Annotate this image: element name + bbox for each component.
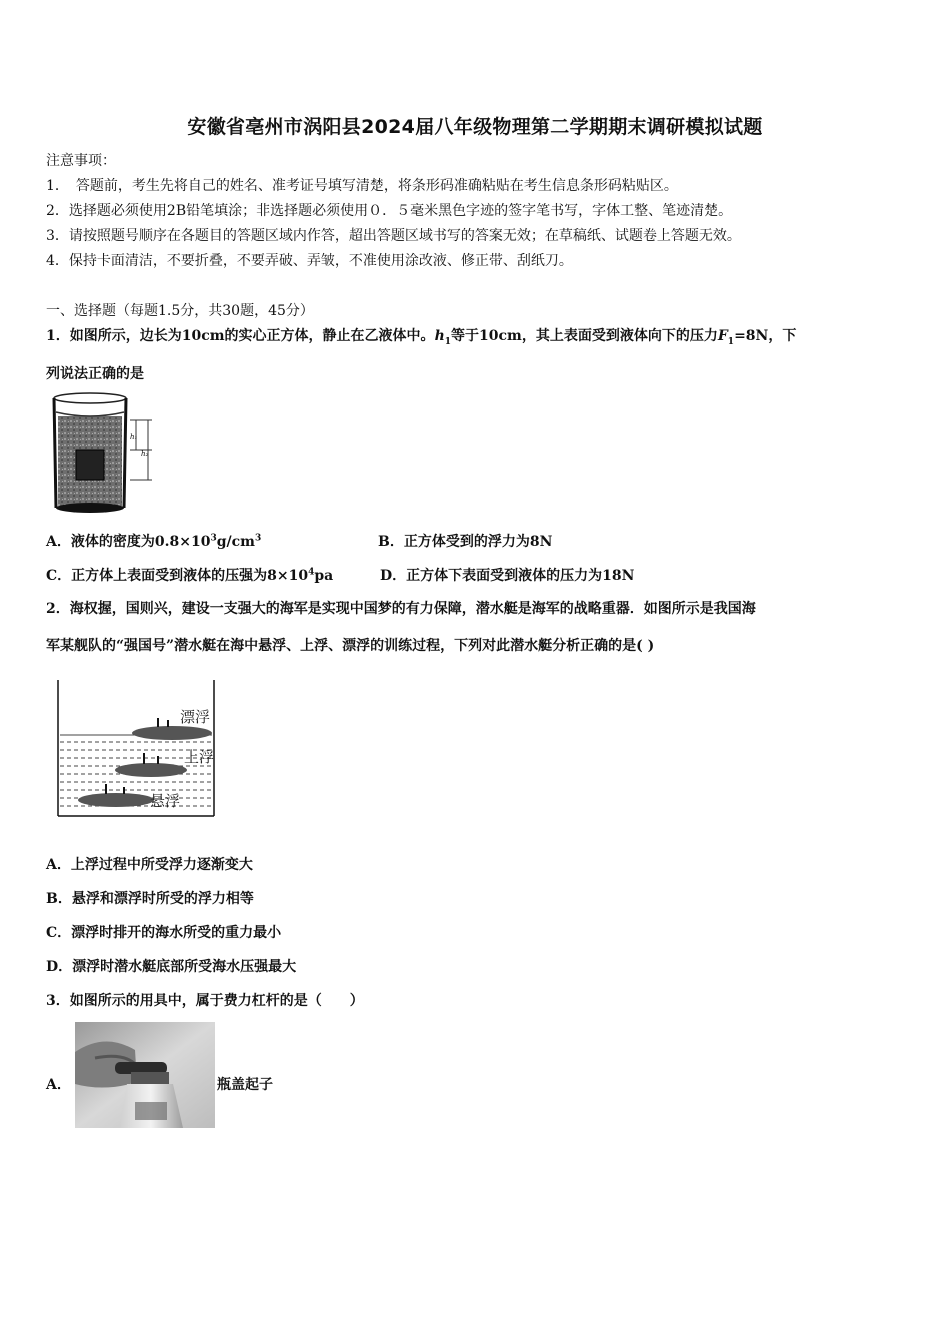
q1-option-c-unit: pa [314, 568, 334, 584]
q1-option-a [46, 531, 261, 551]
label-rise: 上浮 [184, 748, 215, 766]
q3-stem: 3．如图所示的用具中，属于费力杠杆的是（ ） [46, 993, 364, 1009]
submarine-suspend [78, 784, 154, 807]
q2-option-b: B．悬浮和漂浮时所受的浮力相等 [46, 891, 254, 907]
q1-stem-line1 [46, 326, 796, 346]
q2-stem-line1: 2．海权握，国则兴，建设一支强大的海军是实现中国梦的有力保障，潜水艇是海军的战略重器．如图所示是我国海 [46, 601, 756, 617]
section-heading: 一、选择题（每题1.5分，共30题，45分） [46, 303, 314, 319]
q1-option-c-exp: 4 [308, 567, 315, 578]
q2-figure-submarines [54, 680, 220, 820]
q1-option-a-unit: g/cm [216, 534, 255, 550]
q1-option-b: B．正方体受到的浮力为8N [378, 534, 553, 550]
q1-stem-part1: 1．如图所示，边长为10cm的实心正方体，静止在乙液体中。 [46, 328, 435, 344]
q1-stem-line2: 列说法正确的是 [46, 366, 144, 382]
cube-shape [76, 450, 104, 480]
q3-bottle-opener-image [75, 1022, 215, 1128]
q1-stem-part2: 等于10cm，其上表面受到液体向下的压力 [451, 328, 718, 344]
notice-heading: 注意事项： [46, 153, 116, 169]
q3-option-a-letter: A． [46, 1077, 71, 1093]
h2-label: h₂ [141, 450, 149, 458]
q2-stem-line2: 军某舰队的“强国号”潜水艇在海中悬浮、上浮、漂浮的训练过程，下列对此潜水艇分析正确的是( ) [46, 638, 655, 654]
q1-stem-part3: =8N，下 [734, 328, 797, 344]
label-suspend: 悬浮 [150, 792, 181, 810]
q1-figure-beaker [52, 390, 162, 518]
notice-item-1: 1． 答题前，考生先将自己的姓名、准考证号填写清楚，将条形码准确粘贴在考生信息条形码粘贴区。 [46, 178, 678, 194]
label-float: 漂浮 [180, 708, 211, 726]
q1-h-symbol: h [434, 328, 445, 344]
q1-option-c [46, 565, 333, 585]
q1-option-c-text: C．正方体上表面受到液体的压强为8×10 [46, 568, 309, 584]
q1-h-sub: 1 [444, 336, 452, 347]
q1-option-a-exp2: 3 [254, 533, 262, 544]
q1-f-symbol: F [717, 328, 728, 344]
notice-item-3: 3．请按照题号顺序在各题目的答题区域内作答，超出答题区域书写的答案无效；在草稿纸、试题卷上答题无效。 [46, 228, 741, 244]
q1-option-a-exp1: 3 [210, 533, 217, 544]
q1-option-d: D．正方体下表面受到液体的压力为18N [380, 568, 635, 584]
submarine-rise [115, 753, 187, 777]
notice-item-2: 2．选择题必须使用2B铅笔填涂；非选择题必须使用０．５毫米黑色字迹的签字笔书写，字体工整、笔迹清楚。 [46, 203, 733, 219]
q3-option-a-label: 瓶盖起子 [217, 1077, 273, 1093]
q2-option-a: A．上浮过程中所受浮力逐渐变大 [46, 857, 253, 873]
q1-option-a-text: A．液体的密度为0.8×10 [46, 534, 211, 550]
h1-label: h₁ [130, 433, 138, 441]
q2-option-c: C．漂浮时排开的海水所受的重力最小 [46, 925, 282, 941]
q1-f-sub: 1 [727, 336, 735, 347]
notice-item-4: 4．保持卡面清洁，不要折叠，不要弄破、弄皱，不准使用涂改液、修正带、刮纸刀。 [46, 253, 573, 269]
page-title: 安徽省亳州市涡阳县2024届八年级物理第二学期期末调研模拟试题 [187, 116, 763, 138]
q2-option-d: D．漂浮时潜水艇底部所受海水压强最大 [46, 959, 297, 975]
